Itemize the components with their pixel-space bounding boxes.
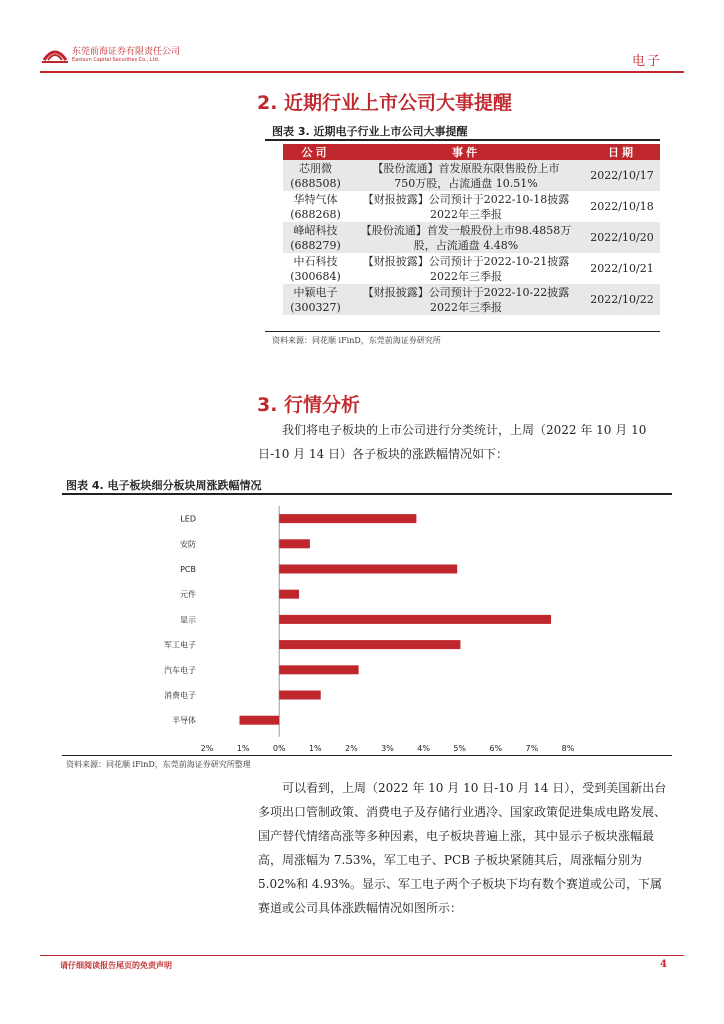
figure-4-rule: [62, 493, 672, 495]
col-header-date: 日期: [584, 144, 660, 160]
event-cell: [348, 160, 584, 191]
section-3-intro: 我们将电子板块的上市公司进行分类统计，上周（2022 年 10 月 10 日-10 月 14 日）各子板块的涨跌幅情况如下：: [258, 423, 647, 461]
date-cell: 2022/10/20: [584, 222, 660, 253]
section-2-heading: 2. 近期行业上市公司大事提醒: [257, 92, 513, 114]
x-tick-label-4: 2%: [345, 743, 358, 753]
figure-3-source: 资料来源：同花顺 iFinD，东莞前海证券研究所: [272, 336, 441, 345]
bar-4: [279, 615, 551, 624]
figure-4-title: 图表 4. 电子板块细分板块周涨跌幅情况: [66, 479, 262, 492]
date-cell: 2022/10/17: [584, 160, 660, 191]
event-cell: [348, 191, 584, 222]
table-row: [283, 284, 660, 315]
event-line-1: 【股份流通】首发原股东限售股份上市: [372, 161, 560, 175]
event-line-1: 【股份流通】首发一般股份上市98.4858万: [360, 223, 572, 237]
company-cell: [283, 222, 348, 253]
category-label-3: 元件: [180, 590, 196, 600]
date-cell: 2022/10/21: [590, 262, 654, 275]
company-name: 芯朋微: [299, 161, 332, 175]
table-row: [283, 222, 660, 253]
category-label-6: 汽车电子: [164, 665, 196, 675]
figure-3-rule: [265, 139, 660, 141]
col-header-event: 事件: [348, 144, 584, 160]
x-tick-label-6: 4%: [417, 743, 430, 753]
sector-returns-chart: [150, 500, 590, 755]
footer-divider: [40, 955, 684, 956]
company-name: 中颖电子: [293, 285, 338, 299]
company-name: 中石科技: [293, 254, 338, 268]
table-row: [283, 160, 660, 191]
category-label-4: 显示: [180, 615, 196, 625]
x-tick-label-3: 1%: [308, 743, 322, 753]
company-logo-icon: [40, 42, 70, 66]
bar-8: [239, 716, 279, 725]
category-label-5: 军工电子: [164, 640, 196, 650]
bar-3: [279, 590, 299, 599]
table-row: [283, 253, 660, 284]
category-label-8: 半导体: [172, 716, 196, 726]
table-row: [283, 191, 660, 222]
category-label-7: 消费电子: [164, 691, 196, 700]
company-code: (688279): [290, 238, 341, 252]
company-cell: [283, 253, 348, 284]
section-3-analysis: 可以看到，上周（2022 年 10 月 10 日-10 月 14 日），受到美国新出台多项出口管制政策、消费电子及存储行业遇冷、国家政策促进集成电路发展、国产替代情绪高涨等多种因素，电子板块普遍上涨，其中显示子板块涨幅最高，周涨幅为 7.53%，军工电子、PCB 子板块紧随其后，周涨幅分别为 5.02%和 4.93%。显示、军工电子两个子板块下均有数个赛道或公司，下属赛道或公司具体涨跌幅情况如图所示：: [258, 781, 667, 915]
event-line-2: 2022年三季报: [430, 207, 502, 221]
report-section-label: 电子: [631, 54, 662, 69]
company-name: 华特气体: [293, 192, 338, 206]
event-cell: [348, 253, 584, 284]
event-line-1: 【财报披露】公司预计于2022-10-21披露: [362, 254, 570, 268]
x-tick-label-10: 8%: [561, 743, 575, 753]
bar-0: [279, 514, 416, 523]
event-line-2: 股，占流通盘 4.48%: [413, 238, 519, 252]
company-code: (300684): [290, 269, 341, 283]
x-tick-label-9: 7%: [525, 743, 539, 753]
page-number: 4: [660, 959, 667, 970]
section-3-heading: 3. 行情分析: [257, 394, 361, 416]
table-header-row: [283, 144, 660, 160]
category-label-0: LED: [180, 514, 196, 524]
header-divider: [40, 71, 684, 73]
company-cell: [283, 284, 348, 315]
event-line-2: 2022年三季报: [430, 300, 502, 314]
bar-1: [279, 539, 310, 548]
event-cell: [348, 284, 584, 315]
x-tick-label-1: 1%: [236, 743, 250, 753]
figure-3-bottom-rule: [265, 331, 660, 332]
category-label-2: PCB: [180, 565, 196, 574]
company-code: (300327): [290, 300, 341, 314]
category-label-1: 安防: [180, 539, 196, 549]
bar-6: [279, 665, 358, 674]
event-line-1: 【财报披露】公司预计于2022-10-22披露: [362, 285, 570, 299]
event-line-2: 2022年三季报: [430, 269, 502, 283]
x-tick-label-8: 6%: [489, 743, 503, 753]
figure-4-bottom-rule: [62, 755, 672, 756]
company-name: 峰岹科技: [293, 223, 338, 237]
company-code: (688268): [290, 207, 341, 221]
event-cell: [348, 222, 584, 253]
figure-4-source: 资料来源：同花顺 iFinD，东莞前海证券研究所整理: [66, 760, 251, 769]
bar-7: [279, 691, 321, 700]
x-tick-label-5: 3%: [381, 743, 394, 753]
bar-2: [279, 565, 457, 574]
company-name-cn: 东莞前海证券有限责任公司: [72, 47, 181, 57]
figure-3-title: 图表 3. 近期电子行业上市公司大事提醒: [272, 125, 468, 138]
footer-disclaimer: 请仔细阅读报告尾页的免责声明: [60, 960, 172, 970]
date-cell: 2022/10/18: [590, 200, 654, 213]
date-cell: 2022/10/22: [584, 284, 660, 315]
event-line-1: 【财报披露】公司预计于2022-10-18披露: [362, 192, 570, 206]
events-table: [283, 144, 660, 315]
x-tick-label-0: 2%: [200, 743, 214, 753]
company-code: (688508): [290, 176, 341, 190]
company-cell: [283, 160, 348, 191]
x-tick-label-7: 5%: [453, 743, 467, 753]
company-cell: [283, 191, 348, 222]
col-header-company: 公司: [283, 144, 348, 160]
event-line-2: 750万股，占流通盘 10.51%: [394, 176, 538, 190]
company-name-en: Eastsun Capital Securities Co., Ltd.: [72, 57, 160, 63]
bar-5: [279, 640, 460, 649]
x-tick-label-2: 0%: [272, 743, 286, 753]
